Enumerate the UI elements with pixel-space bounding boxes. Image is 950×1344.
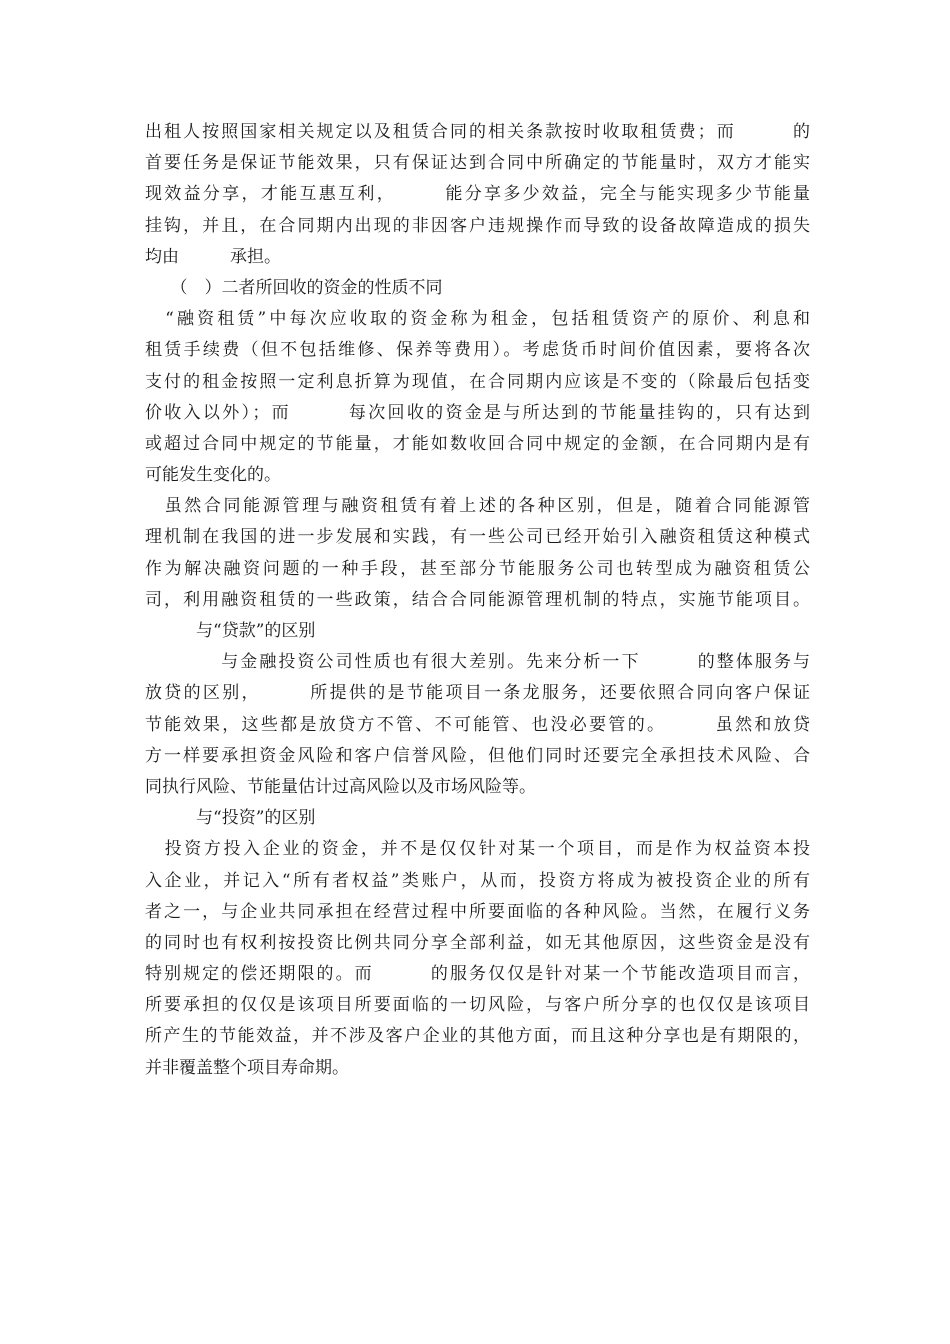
text-line: 挂钩，并且，在合同期内出现的非因客户违规操作而导致的设备故障造成的损失 [145, 215, 810, 236]
text-line: 所要承担的仅仅是该项目所要面临的一切风险，与客户所分享的也仅仅是该项目 [145, 995, 810, 1016]
text-line: 放贷的区别， 所提供的是节能项目一条龙服务，还要依照合同向客户保证 [145, 683, 810, 704]
text-line: 租赁手续费（但不包括维修、保养等费用）。考虑货币时间价值因素，要将各次 [145, 340, 810, 361]
text-line: 同执行风险、节能量估计过高风险以及市场风险等。 [145, 776, 536, 797]
text-line: 价收入以外）；而 每次回收的资金是与所达到的节能量挂钩的，只有达到 [145, 402, 810, 423]
text-line: 或超过合同中规定的节能量，才能如数收回合同中规定的金额，在合同期内是有 [145, 433, 810, 454]
text-line: 均由 承担。 [145, 246, 281, 267]
text-line: （ ）二者所回收的资金的性质不同 [145, 277, 443, 298]
text-line: “融资租赁”中每次应收取的资金称为租金，包括租赁资产的原价、利息和 [145, 309, 810, 330]
text-line: 可能发生变化的。 [145, 465, 281, 486]
text-line: 所产生的节能效益，并不涉及客户企业的其他方面，而且这种分享也是有期限的， [145, 1026, 810, 1047]
text-line: 与金融投资公司性质也有很大差别。先来分析一下 的整体服务与 [145, 652, 810, 673]
text-line: 理机制在我国的进一步发展和实践，有一些公司已经开始引入融资租赁这种模式 [145, 527, 810, 548]
text-line: 与“贷款”的区别 [145, 621, 316, 641]
text-line: 支付的租金按照一定利息折算为现值，在合同期内应该是不变的（除最后包括变 [145, 371, 810, 392]
text-line: 方一样要承担资金风险和客户信誉风险，但他们同时还要完全承担技术风险、合 [145, 745, 810, 766]
text-line: 出租人按照国家相关规定以及租赁合同的相关条款按时收取租赁费；而 的 [145, 122, 810, 142]
text-line: 投资方投入企业的资金，并不是仅仅针对某一个项目，而是作为权益资本投 [145, 839, 810, 860]
text-line: 入企业，并记入“所有者权益”类账户，从而，投资方将成为被投资企业的所有 [145, 870, 810, 891]
text-line: 者之一，与企业共同承担在经营过程中所要面临的各种风险。当然，在履行义务 [145, 901, 810, 922]
text-line: 并非覆盖整个项目寿命期。 [145, 1057, 349, 1078]
text-line: 司，利用融资租赁的一些政策，结合合同能源管理机制的特点，实施节能项目。 [145, 589, 810, 610]
text-line: 现效益分享，才能互惠互利， 能分享多少效益，完全与能实现多少节能量 [145, 184, 810, 205]
text-line: 的同时也有权利按投资比例共同分享全部利益，如无其他原因，这些资金是没有 [145, 932, 810, 953]
text-line: 作为解决融资问题的一种手段，甚至部分节能服务公司也转型成为融资租赁公 [145, 558, 810, 579]
text-line: 节能效果，这些都是放贷方不管、不可能管、也没必要管的。 虽然和放贷 [145, 714, 810, 735]
text-line: 虽然合同能源管理与融资租赁有着上述的各种区别，但是，随着合同能源管 [145, 496, 810, 517]
body-text [145, 117, 810, 1084]
text-line: 特别规定的偿还期限的。而 的服务仅仅是针对某一个节能改造项目而言， [145, 964, 810, 985]
text-line: 与“投资”的区别 [145, 808, 316, 829]
text-line: 首要任务是保证节能效果，只有保证达到合同中所确定的节能量时，双方才能实 [145, 153, 810, 174]
